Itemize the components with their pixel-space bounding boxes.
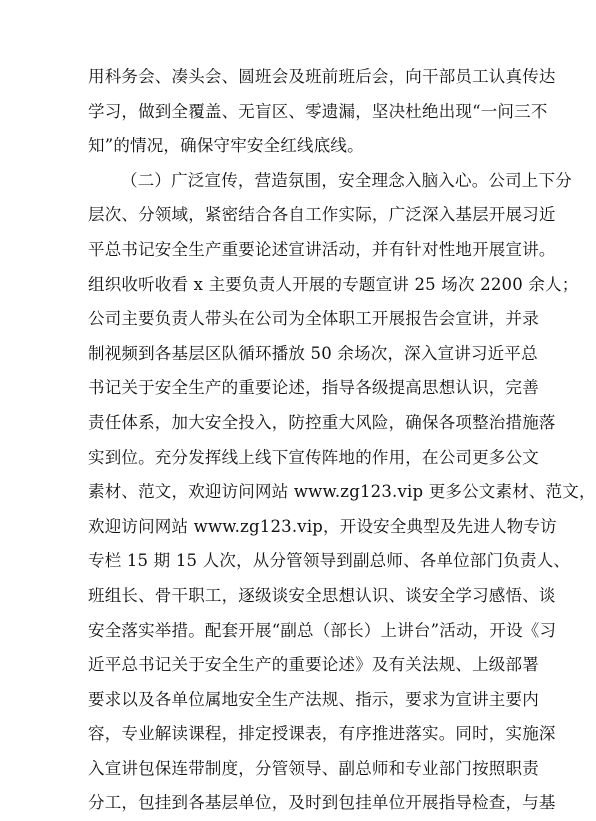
text-line: 责任体系，加大安全投入，防控重大风险，确保各项整治措施落 [88,412,556,432]
text-line: 安全落实举措。配套开展“副总（部长）上讲台”活动，开设《习 [88,620,557,640]
text-line: 近平总书记关于安全生产的重要论述》及有关法规、上级部署 [88,655,539,675]
text-line: 组织收听收看 x 主要负责人开展的专题宣讲 25 场次 2200 余人； [88,274,579,294]
text-line: 要求以及各单位属地安全生产法规、指示，要求为宣讲主要内 [88,689,539,709]
text-line: 专栏 15 期 15 人次，从分管领导到副总师、各单位部门负责人、 [88,551,571,571]
text-line: 用科务会、凑头会、圆班会及班前班后会，向干部员工认真传达 [88,67,556,86]
text-line: 层次、分领域，紧密结合各自工作实际，广泛深入基层开展习近 [88,205,556,225]
text-line: 书记关于安全生产的重要论述，指导各级提高思想认识，完善 [88,378,539,398]
text-line: 制视频到各基层区队循环播放 50 余场次，深入宣讲习近平总 [88,343,538,363]
text-line: 分工，包挂到各基层单位，及时到包挂单位开展指导检查，与基 [88,793,556,813]
text-line: 欢迎访问网站 www.zg123.vip，开设安全典型及先进人物专访 [88,516,557,536]
text-line: 入宣讲包保连带制度，分管领导、副总师和专业部门按照职责 [88,758,539,778]
text-line: 班组长、骨干职工，逐级谈安全思想认识、谈安全学习感悟、谈 [88,585,556,605]
text-line: 素材、范文，欢迎访问网站 www.zg123.vip 更多公文素材、范文， [88,482,596,502]
text-line: 实到位。充分发挥线上线下宣传阵地的作用，在公司更多公文 [88,447,539,467]
text-line: 知”的情况，确保守牢安全红线底线。 [88,136,364,156]
text-line: 学习，做到全覆盖、无盲区、零遗漏，坚决杜绝出现“一问三不 [88,101,548,121]
text-line: 容，专业解读课程，排定授课表，有序推进落实。同时，实施深 [88,724,556,744]
text-line: 平总书记安全生产重要论述宣讲活动，并有针对性地开展宣讲。 [88,239,556,259]
text-line: 公司主要负责人带头在公司为全体职工开展报告会宣讲，并录 [88,309,539,329]
body-text [88,60,596,821]
section-heading-line: （二）广泛宣传，营造氛围，安全理念入脑入心。公司上下分 [121,170,572,190]
